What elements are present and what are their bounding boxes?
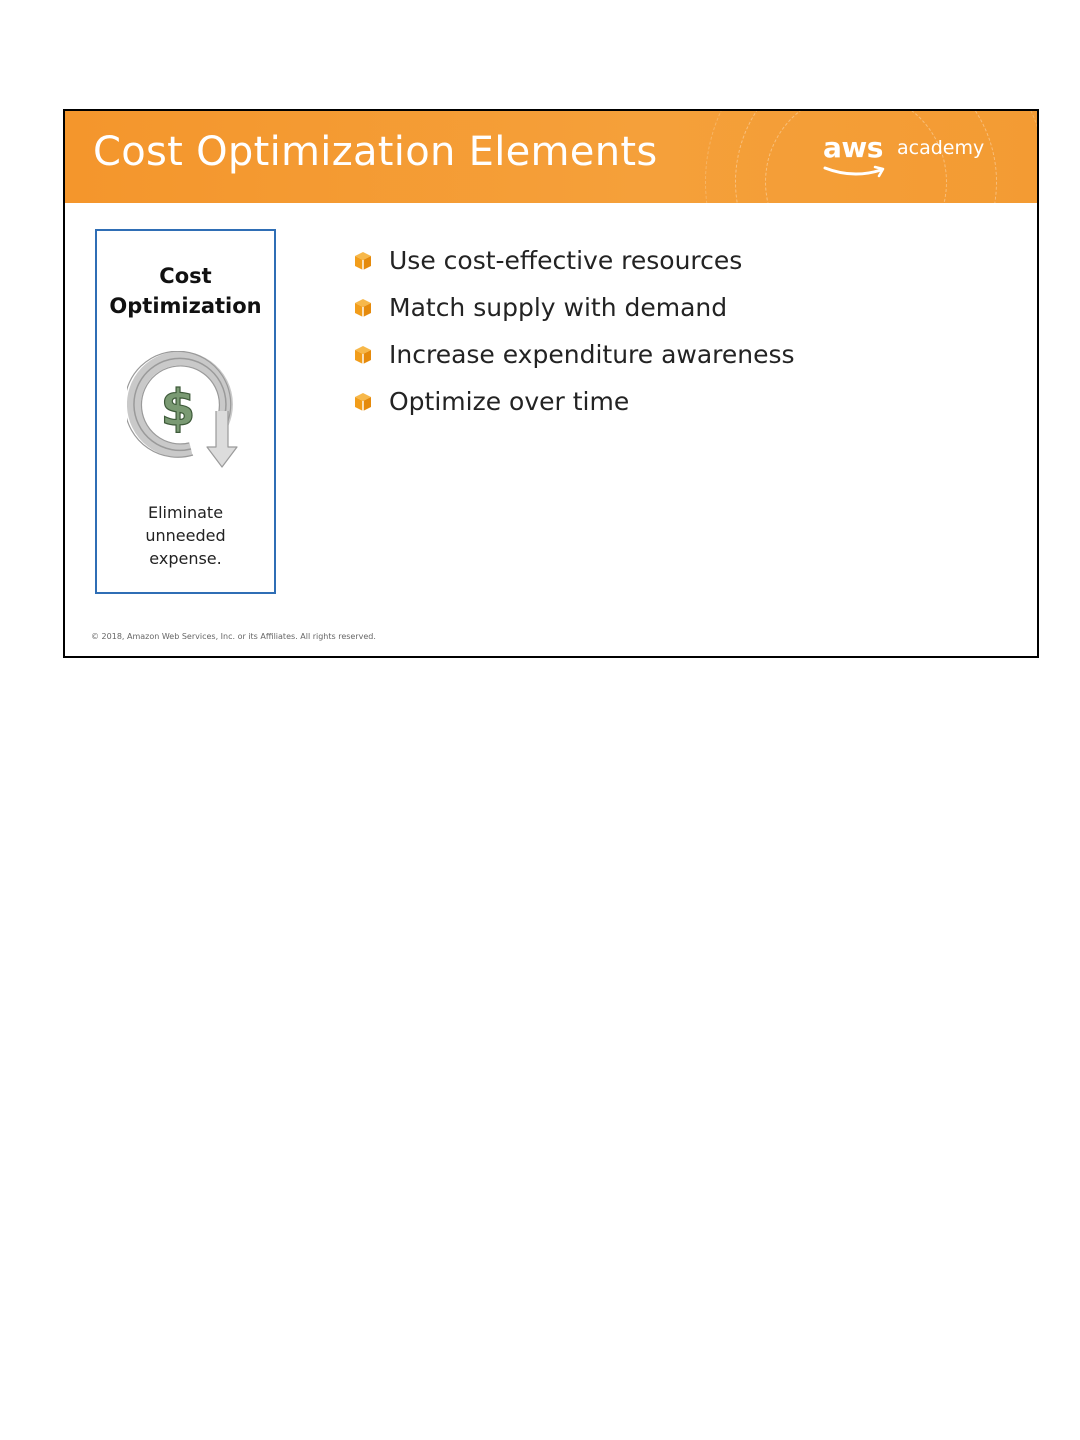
bullet-text: Match supply with demand	[389, 293, 728, 322]
cost-optimization-card	[95, 229, 276, 594]
aws-cube-icon	[353, 251, 373, 271]
logo-academy-text: academy	[897, 137, 985, 159]
card-caption-line: Eliminate	[147, 503, 224, 522]
aws-smile-icon	[823, 165, 889, 179]
logo-aws-text: aws	[823, 131, 883, 164]
card-title	[97, 261, 274, 321]
list-item	[353, 284, 795, 331]
slide-title: Cost Optimization Elements	[93, 129, 658, 175]
card-title-line: Cost	[159, 264, 212, 288]
aws-cube-icon	[353, 345, 373, 365]
slide-header	[65, 111, 1037, 203]
list-item	[353, 378, 795, 425]
card-caption-line: expense.	[149, 549, 222, 568]
bullet-text: Use cost-effective resources	[389, 246, 743, 275]
copyright-footer: © 2018, Amazon Web Services, Inc. or its Affiliates. All rights reserved.	[91, 632, 376, 641]
aws-academy-logo	[823, 131, 993, 181]
aws-cube-icon	[353, 392, 373, 412]
slide	[63, 109, 1039, 658]
dollar-cycle-icon	[127, 351, 247, 471]
bullet-text: Increase expenditure awareness	[389, 340, 795, 369]
list-item	[353, 237, 795, 284]
bullet-text: Optimize over time	[389, 387, 630, 416]
bullet-list	[353, 237, 795, 425]
aws-cube-icon	[353, 298, 373, 318]
svg-text:$: $	[160, 379, 196, 437]
card-title-line: Optimization	[109, 294, 262, 318]
card-caption	[97, 501, 274, 570]
list-item	[353, 331, 795, 378]
card-caption-line: unneeded	[145, 526, 226, 545]
